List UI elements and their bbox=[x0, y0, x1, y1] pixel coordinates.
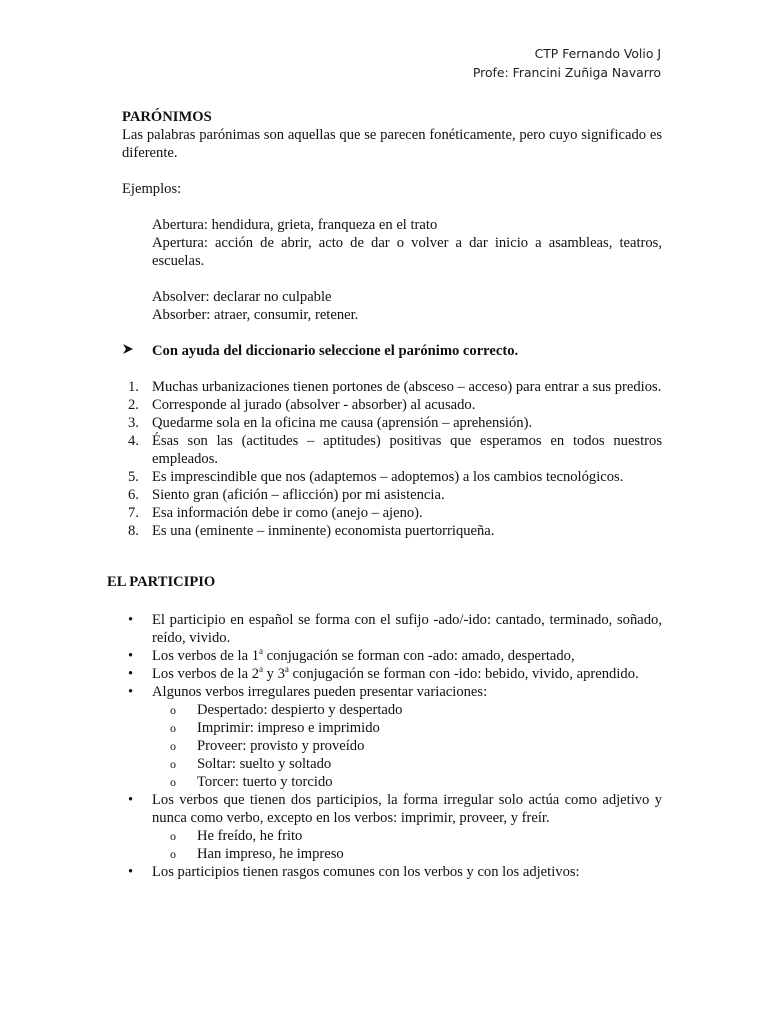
item-number: 2. bbox=[128, 397, 139, 413]
item-text: Los verbos de la 2$^a$ y 3$^a$ conjugación se forman con -ido: bebido, vivido, aprendido. bbox=[152, 664, 639, 682]
circle-bullet-icon: o bbox=[170, 739, 176, 753]
examples-label: Ejemplos: bbox=[122, 181, 182, 197]
participio-section bbox=[122, 611, 662, 881]
header-teacher: Profe: Francini Zuñiga Navarro bbox=[472, 65, 661, 80]
list-item bbox=[122, 378, 662, 396]
item-text: Es imprescindible que nos (adaptemos – adoptemos) a los cambios tecnológicos. bbox=[152, 469, 624, 485]
item-number: 6. bbox=[128, 487, 139, 503]
bullet-dot-icon: • bbox=[128, 792, 134, 808]
list-item bbox=[122, 396, 662, 414]
item-text: Los verbos que tienen dos participios, la forma irregular solo actúa como adjetivo y nunca como verbo, excepto en los verbos: imprimir, proveer, y freír. o He freído, he frito o Han impreso, he impreso bbox=[152, 792, 662, 862]
sub-list-item: o He freído, he frito bbox=[170, 828, 303, 844]
bullet-dot-icon: • bbox=[128, 666, 134, 682]
item-number: 5. bbox=[128, 469, 139, 485]
list-item bbox=[122, 414, 662, 432]
item-text: Muchas urbanizaciones tienen portones de (absceso – acceso) para entrar a sus predios. bbox=[152, 379, 662, 395]
list-item bbox=[122, 683, 662, 791]
item-text: Ésas son las (actitudes – aptitudes) positivas que esperamos en todos nuestros empleados. bbox=[152, 433, 662, 467]
bullet-dot-icon: • bbox=[128, 612, 134, 628]
item-number: 3. bbox=[128, 415, 139, 431]
list-item bbox=[122, 791, 662, 863]
item-number: 1. bbox=[128, 379, 139, 395]
bullet-dot-icon: • bbox=[128, 684, 134, 700]
item-number: 8. bbox=[128, 523, 139, 539]
participio-list bbox=[122, 611, 662, 881]
paronimos-definition: Las palabras parónimas son aquellas que se parecen fonéticamente, pero cuyo significado es diferente. bbox=[122, 127, 662, 161]
item-text: Algunos verbos irregulares pueden presentar variaciones: o Despertado: despierto y despertado o Imprimir: impreso e imprimido o Proveer: provisto y proveído o Soltar: suelto y soltado o Torcer: tuerto y torcido bbox=[152, 683, 662, 791]
item-number: 4. bbox=[128, 433, 139, 449]
circle-bullet-icon: o bbox=[170, 829, 176, 843]
participio-title: EL PARTICIPIO bbox=[107, 574, 216, 590]
item-text: Corresponde al jurado (absolver - absorber) al acusado. bbox=[152, 397, 476, 413]
example-line: Absolver: declarar no culpable bbox=[152, 289, 332, 305]
exercise-list bbox=[122, 378, 662, 540]
sub-list-item: o Imprimir: impreso e imprimido bbox=[170, 720, 380, 736]
sub-list bbox=[170, 701, 662, 791]
item-text: Los participios tienen rasgos comunes con los verbos y con los adjetivos: bbox=[152, 864, 580, 880]
item-number: 7. bbox=[128, 505, 139, 521]
example-group bbox=[152, 288, 662, 324]
task-text: Con ayuda del diccionario seleccione el parónimo correcto. bbox=[152, 343, 519, 359]
item-text: Quedarme sola en la oficina me causa (aprensión – aprehensión). bbox=[152, 415, 533, 431]
circle-bullet-icon: o bbox=[170, 721, 176, 735]
circle-bullet-icon: o bbox=[170, 757, 176, 771]
arrowhead-icon bbox=[122, 342, 152, 360]
list-item bbox=[122, 863, 662, 881]
item-text: Siento gran (afición – aflicción) por mi asistencia. bbox=[152, 487, 445, 503]
list-item bbox=[122, 468, 662, 486]
item-text: El participio en español se forma con el sufijo -ado/-ido: cantado, terminado, soñado, reído, vivido. bbox=[152, 612, 662, 646]
circle-bullet-icon: o bbox=[170, 775, 176, 789]
paronimos-section bbox=[122, 108, 662, 540]
list-item bbox=[122, 665, 662, 683]
example-line: Absorber: atraer, consumir, retener. bbox=[152, 307, 359, 323]
list-item bbox=[122, 647, 662, 665]
example-group bbox=[152, 216, 662, 270]
list-item bbox=[122, 522, 662, 540]
sub-list-item: o Torcer: tuerto y torcido bbox=[170, 774, 333, 790]
example-line: Apertura: acción de abrir, acto de dar o volver a dar inicio a asambleas, teatros, escuelas. bbox=[152, 235, 662, 269]
bullet-dot-icon: • bbox=[128, 864, 134, 880]
task-instruction bbox=[122, 342, 662, 360]
circle-bullet-icon: o bbox=[170, 847, 176, 861]
item-text: Es una (eminente – inminente) economista puertorriqueña. bbox=[152, 523, 495, 539]
list-item bbox=[122, 486, 662, 504]
header-school: CTP Fernando Volio J bbox=[534, 46, 661, 61]
sub-list-item: o Han impreso, he impreso bbox=[170, 846, 344, 862]
list-item bbox=[122, 611, 662, 647]
paronimos-title: PARÓNIMOS bbox=[122, 109, 212, 125]
list-item bbox=[122, 432, 662, 468]
example-line: Abertura: hendidura, grieta, franqueza en el trato bbox=[152, 217, 438, 233]
circle-bullet-icon: o bbox=[170, 703, 176, 717]
list-item bbox=[122, 504, 662, 522]
sub-list bbox=[170, 827, 662, 863]
sub-list-item: o Despertado: despierto y despertado bbox=[170, 702, 403, 718]
item-text: Esa información debe ir como (anejo – ajeno). bbox=[152, 505, 423, 521]
item-text: Los verbos de la 1$^a$ conjugación se forman con -ado: amado, despertado, bbox=[152, 646, 575, 664]
sub-list-item: o Soltar: suelto y soltado bbox=[170, 756, 332, 772]
bullet-dot-icon: • bbox=[128, 648, 134, 664]
page-header bbox=[473, 44, 661, 82]
sub-list-item: o Proveer: provisto y proveído bbox=[170, 738, 365, 754]
